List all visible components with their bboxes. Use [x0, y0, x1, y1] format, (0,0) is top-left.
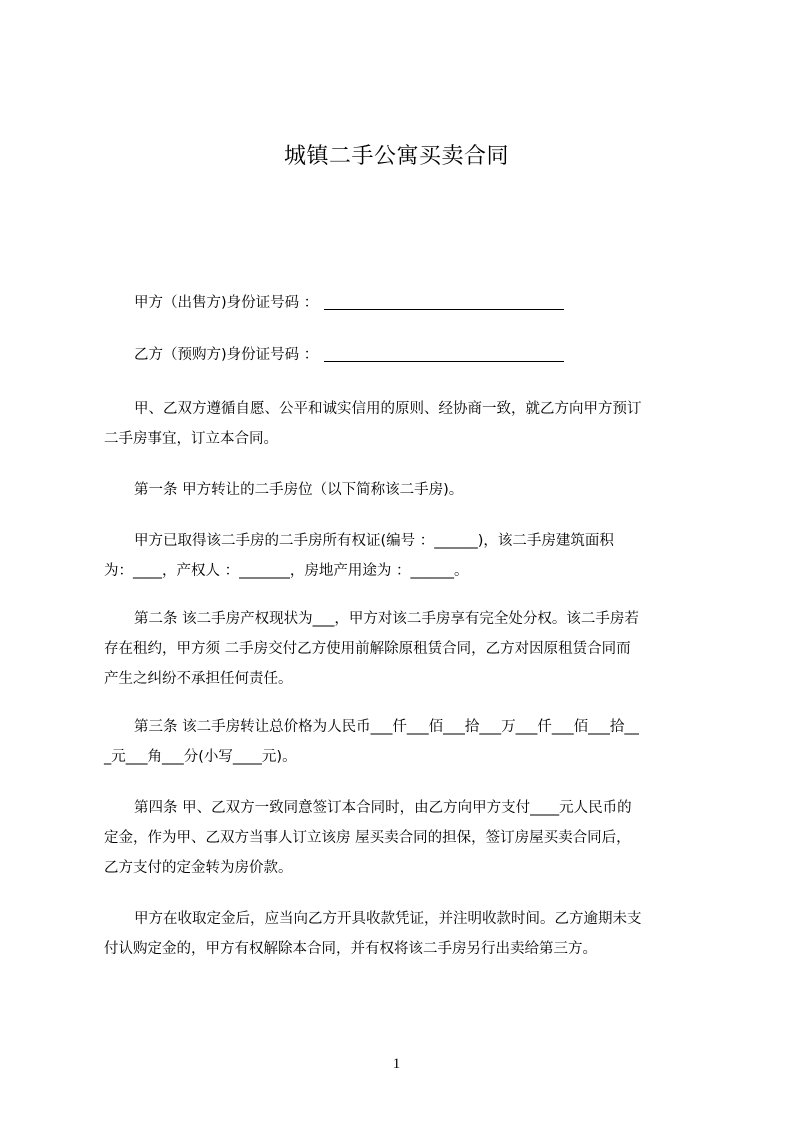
article-4-paragraph: [104, 793, 698, 883]
party-b-label: 乙方（预购方)身份证号码 ：: [134, 347, 319, 363]
party-a-label: 甲方（出售方)身份证号码 ：: [134, 295, 319, 311]
article-4-line-1: 第四条 甲、乙双方一致同意签订本合同时，由乙方向甲方支付____元人民币的: [134, 800, 632, 816]
party-b-id-blank: [324, 346, 564, 362]
document-title: 城镇二手公寓买卖合同: [283, 144, 509, 169]
article-1-text: 第一条 甲方转让的二手房位（以下简称该二手房)。: [134, 482, 464, 498]
deposit-paragraph: [104, 904, 698, 964]
deposit-line-2: 付认购定金的，甲方有权解除本合同，并有权将该二手房另行出卖给第三方。: [104, 941, 597, 957]
intro-paragraph: [104, 394, 698, 454]
intro-line-1: 甲、乙双方遵循自愿、公平和诚实信用的原则、经协商一致，就乙方向甲方预订: [134, 401, 642, 417]
article-2-line-3: 产生之纠纷不承担任何责任。: [104, 671, 293, 687]
page-number: 1: [392, 1056, 401, 1072]
article-2-paragraph: [104, 604, 698, 694]
article-1-heading: [104, 475, 698, 505]
article-2-line-2: 存在租约，甲方须 二手房交付乙方使用前解除原租赁合同，乙方对因原租赁合同而: [104, 641, 631, 657]
party-a-id-blank: [324, 294, 564, 310]
article-3-line-1: 第三条 该二手房转让总价格为人民币___仟___佰___拾___万___仟___佰___拾__: [134, 719, 639, 735]
article-4-line-2: 定金，作为甲、乙双方当事人订立该房 屋买卖合同的担保，签订房屋买卖合同后，: [104, 830, 631, 846]
article-3-paragraph: [104, 712, 698, 772]
article-4-line-3: 乙方支付的定金转为房价款。: [104, 860, 293, 876]
article-3-line-2: _元___角___分(小写____元)。: [104, 749, 297, 765]
party-b-id-line: [104, 340, 698, 370]
party-a-id-line: [104, 288, 698, 318]
article-2-line-1: 第二条 该二手房产权现状为___，甲方对该二手房享有完全处分权。该二手房若: [134, 611, 639, 627]
ownership-paragraph: [104, 526, 698, 586]
ownership-line-1: 甲方已取得该二手房的二手房所有权证(编号 ：______)，该二手房建筑面积: [134, 533, 614, 549]
ownership-line-2: 为：____，产权人 ：_______，房地产用途为 ：______。: [104, 563, 469, 579]
intro-line-2: 二手房事宜，订立本合同。: [104, 431, 278, 447]
deposit-line-1: 甲方在收取定金后，应当向乙方开具收款凭证，并注明收款时间。乙方逾期未支: [134, 911, 642, 927]
